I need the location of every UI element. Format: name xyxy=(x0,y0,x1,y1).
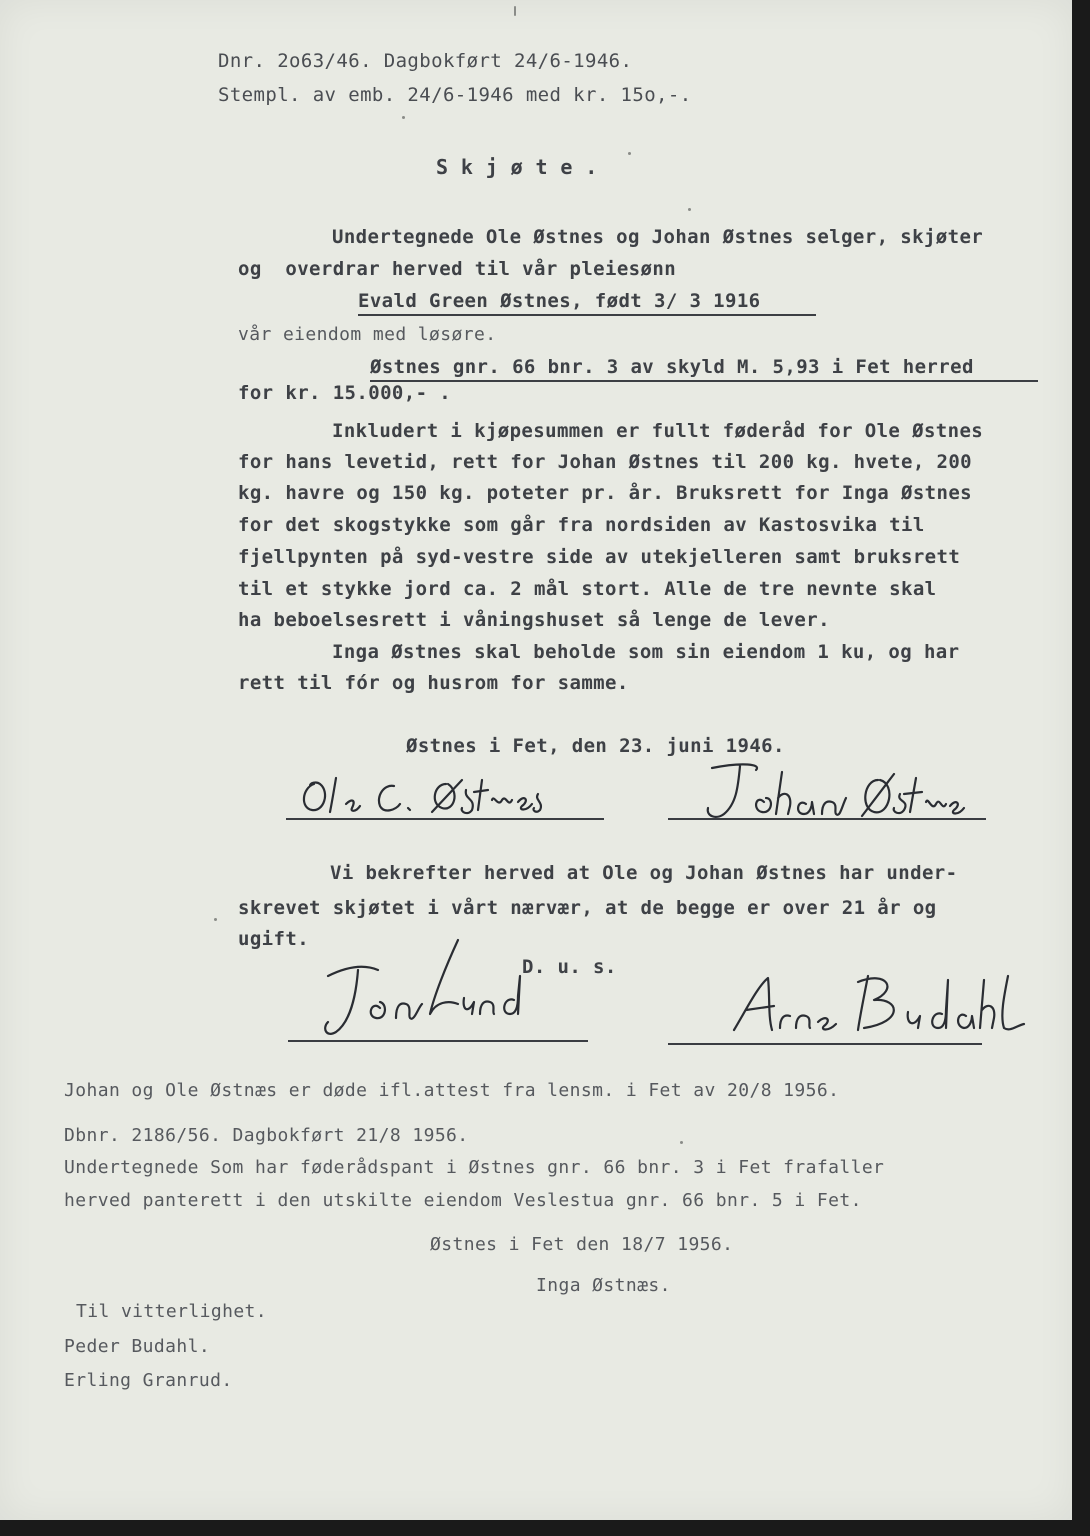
attest-name-1: Peder Budahl. xyxy=(64,1336,211,1357)
body-line-10: for det skogstykke som går fra nordsiden av Kastosvika til xyxy=(238,514,925,536)
paper-speck xyxy=(688,208,691,211)
paper-speck xyxy=(402,116,405,119)
dus-text: D. u. s. xyxy=(522,956,617,978)
paper-speck xyxy=(214,918,217,921)
body-line-4: vår eiendom med løsøre. xyxy=(238,324,497,345)
addendum-line-1: Johan og Ole Østnæs er døde ifl.attest fra lensm. i Fet av 20/8 1956. xyxy=(64,1080,840,1101)
paper-speck xyxy=(680,1141,683,1144)
header-line-1: Dnr. 2o63/46. Dagbokført 24/6-1946. xyxy=(218,50,633,72)
paper-mark xyxy=(514,6,516,16)
body-line-2: og overdrar herved til vår pleiesønn xyxy=(238,258,677,280)
signature-line-4 xyxy=(668,1043,982,1045)
body-line-7: Inkludert i kjøpesummen er fullt føderåd for Ole Østnes xyxy=(332,420,984,442)
addendum-line-4: herved panterett i den utskilte eiendom Veslestua gnr. 66 bnr. 5 i Fet. xyxy=(64,1190,862,1211)
body-line-14: Inga Østnes skal beholde som sin eiendom 1 ku, og har xyxy=(332,641,960,663)
witness-line-2: skrevet skjøtet i vårt nærvær, at de begge er over 21 år og xyxy=(238,897,937,919)
header-line-2: Stempl. av emb. 24/6-1946 med kr. 15o,-. xyxy=(218,84,692,106)
attest-name-2: Erling Granrud. xyxy=(64,1370,233,1391)
witness-line-1: Vi bekrefter herved at Ole og Johan Østnes har under- xyxy=(330,862,958,884)
body-line-12: til et stykke jord ca. 2 mål stort. Alle de tre nevnte skal xyxy=(238,578,937,600)
signature-jon-lund xyxy=(318,936,538,1046)
body-line-1: Undertegnede Ole Østnes og Johan Østnes selger, skjøter xyxy=(332,226,984,248)
addendum-place-date: Østnes i Fet den 18/7 1956. xyxy=(430,1234,734,1255)
witness-line-3: ugift. xyxy=(238,928,310,950)
signature-line-2 xyxy=(668,818,986,820)
paper-speck xyxy=(628,152,631,155)
price-line: for kr. 15.000,- . xyxy=(238,382,452,404)
signature-ole-ostnes xyxy=(296,770,556,820)
property-line: Østnes gnr. 66 bnr. 3 av skyld M. 5,93 i Fet herred xyxy=(370,356,1038,382)
signature-arne-budahl xyxy=(728,966,1028,1046)
body-line-8: for hans levetid, rett for Johan Østnes til 200 kg. hvete, 200 xyxy=(238,451,973,473)
body-line-15: rett til fór og husrom for samme. xyxy=(238,672,629,694)
document-title: S k j ø t e . xyxy=(436,155,598,179)
addendum-line-3: Undertegnede Som har føderådspant i Østnes gnr. 66 bnr. 3 i Fet frafaller xyxy=(64,1157,885,1178)
body-line-9: kg. havre og 150 kg. poteter pr. år. Bruksrett for Inga Østnes xyxy=(238,482,973,504)
signature-line-1 xyxy=(286,818,604,820)
buyer-name-line: Evald Green Østnes, født 3/ 3 1916 xyxy=(358,290,816,316)
body-line-11: fjellpynten på syd-vestre side av utekjelleren samt bruksrett xyxy=(238,546,961,568)
attest-label: Til vitterlighet. xyxy=(76,1301,268,1322)
place-date: Østnes i Fet, den 23. juni 1946. xyxy=(406,735,785,757)
addendum-line-2: Dbnr. 2186/56. Dagbokført 21/8 1956. xyxy=(64,1125,469,1146)
signature-line-3 xyxy=(288,1040,588,1042)
addendum-signer: Inga Østnæs. xyxy=(536,1275,671,1296)
body-line-13: ha beboelsesrett i våningshuset så lenge de lever. xyxy=(238,609,830,631)
